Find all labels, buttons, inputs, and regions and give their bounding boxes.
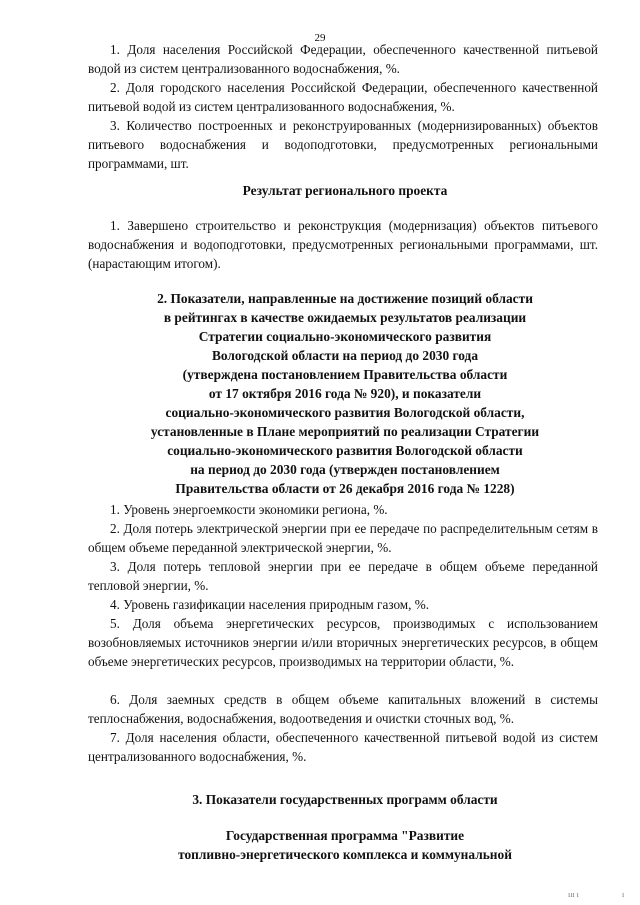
section2-list-item	[88, 500, 598, 519]
section2-list-item	[88, 614, 598, 671]
top-list-item	[88, 116, 598, 173]
section2-list-item-text: 7. Доля населения области, обеспеченного качественной питьевой водой из систем централизованного водоснабжения, %.	[88, 730, 598, 764]
program-heading-line: топливно-энергетического комплекса и коммунальной	[178, 847, 512, 862]
top-list-item-text: 2. Доля городского населения Российской Федерации, обеспеченного качественной питьевой водой из систем централизованного водоснабжения, %.	[88, 80, 598, 114]
result-list-item-text: 1. Завершено строительство и реконструкция (модернизация) объектов питьевого водоснабжения и водоподготовки, предусмотренных региональными программами, шт. (нарастающим итогом).	[88, 218, 598, 271]
section2-heading-line: 2. Показатели, направленные на достижение позиций области	[157, 291, 533, 306]
section2-list-item	[88, 519, 598, 557]
scan-mark: ııı ı	[568, 890, 579, 899]
section2-list-item	[88, 557, 598, 595]
page-number: 29	[314, 32, 326, 44]
section2-list-item-text: 6. Доля заемных средств в общем объеме капитальных вложений в системы теплоснабжения, водоснабжения, водоотведения и очистки сточных вод, %.	[88, 692, 598, 726]
section2-heading-line: Правительства области от 26 декабря 2016 года № 1228)	[175, 481, 515, 496]
section2-heading-line: Стратегии социально-экономического развития	[198, 329, 492, 344]
section2-list-item-text: 2. Доля потерь электрической энергии при ее передаче по распределительным сетям в общем объеме переданной электрической энергии, %.	[88, 521, 598, 555]
program-heading-line: Государственная программа "Развитие	[225, 828, 465, 843]
section2-list-item	[88, 728, 598, 766]
section2-heading	[80, 289, 610, 498]
section2-heading-line: (утверждена постановлением Правительства области	[182, 367, 508, 382]
section2-heading-line: в рейтингах в качестве ожидаемых результатов реализации	[163, 310, 527, 325]
section2-heading-line: социально-экономического развития Вологодской области	[167, 443, 523, 458]
section2-list-item-text: 3. Доля потерь тепловой энергии при ее передаче в общем объеме переданной тепловой энергии, %.	[88, 559, 598, 593]
result-list-item	[88, 216, 598, 273]
section2-list-item	[88, 595, 598, 614]
top-list-item	[88, 40, 598, 78]
top-list-item	[88, 78, 598, 116]
section2-heading-line: на период до 2030 года (утвержден постановлением	[190, 462, 500, 477]
top-list-item-text: 1. Доля населения Российской Федерации, обеспеченного качественной питьевой водой из систем централизованного водоснабжения, %.	[88, 42, 598, 76]
section2-list-item-text: 5. Доля объема энергетических ресурсов, производимых с использованием возобновляемых источников энергии и/или вторичных энергетических ресурсов, в общем объеме энергетических ресурсов, производимых на территории области, %.	[88, 616, 598, 669]
scan-mark: ı	[622, 890, 625, 899]
section2-list-item-text: 4. Уровень газификации населения природным газом, %.	[110, 597, 430, 612]
section2-heading-line: от 17 октября 2016 года № 920), и показатели	[208, 386, 482, 401]
program-heading	[80, 826, 610, 864]
section2-heading-line: Вологодской области на период до 2030 года	[211, 348, 479, 363]
section2-heading-line: установленные в Плане мероприятий по реализации Стратегии	[150, 424, 540, 439]
section3-heading: 3. Показатели государственных программ области	[192, 792, 498, 807]
result-heading: Результат регионального проекта	[242, 183, 448, 198]
top-list-item-text: 3. Количество построенных и реконструированных (модернизированных) объектов питьевого водоснабжения и водоподготовки, предусмотренных региональными программами, шт.	[88, 118, 598, 171]
section2-list-item	[88, 690, 598, 728]
section2-heading-line: социально-экономического развития Вологодской области,	[165, 405, 525, 420]
section2-list-item-text: 1. Уровень энергоемкости экономики региона, %.	[110, 502, 388, 517]
